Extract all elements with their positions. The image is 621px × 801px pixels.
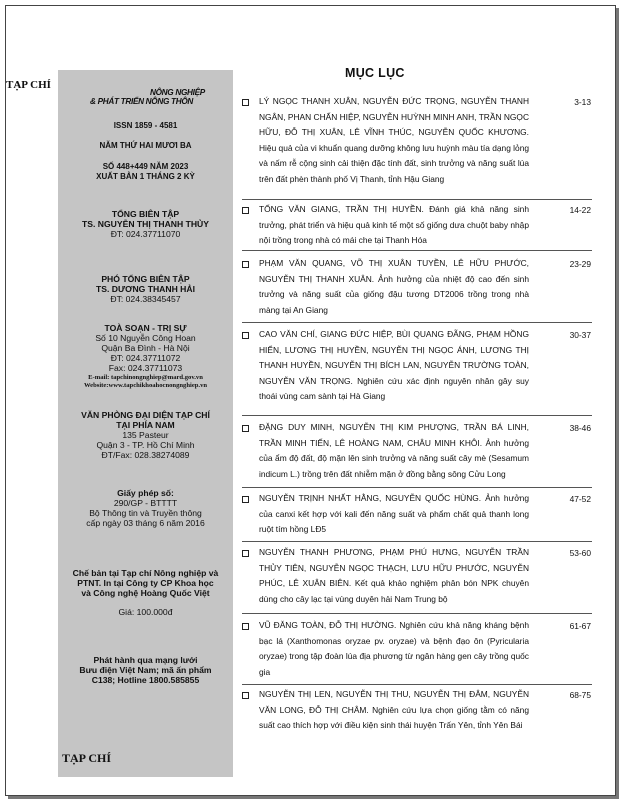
distribution-1: Phát hành qua mạng lưới — [93, 655, 198, 665]
editor-title: TỔNG BIÊN TẬP — [111, 209, 180, 219]
checkbox-icon — [242, 623, 249, 630]
toc-heading: MỤC LỤC — [345, 66, 405, 80]
office-phone: ĐT: 024.37711072 — [110, 353, 181, 363]
office-address-1: Số 10 Nguyễn Công Hoan — [95, 333, 196, 343]
year-label: NĂM THỨ HAI MƯƠI BA — [99, 141, 192, 150]
issn: ISSN 1859 - 4581 — [113, 121, 178, 130]
issue-number: SỐ 448+449 NĂM 2023 — [102, 162, 189, 171]
editor-phone: ĐT: 024.37711070 — [110, 229, 181, 239]
deputy-phone: ĐT: 024.38345457 — [110, 294, 181, 304]
toc-page-range: 23-29 — [569, 259, 591, 269]
checkbox-icon — [242, 425, 249, 432]
toc-page-range: 68-75 — [569, 690, 591, 700]
license-org: Bộ Thông tin và Truyền thông — [89, 508, 202, 518]
south-office-phone: ĐT/Fax: 028.38274089 — [101, 450, 190, 460]
checkbox-icon — [242, 692, 249, 699]
toc-page-range: 53-60 — [569, 548, 591, 558]
divider — [242, 487, 592, 488]
license-title: Giấy phép số: — [117, 488, 174, 498]
distribution-3: C138; Hotline 1800.585855 — [91, 675, 200, 685]
editor-name: TS. NGUYỄN THỊ THANH THỦY — [82, 219, 209, 229]
toc-entry-text: LÝ NGỌC THANH XUÂN, NGUYỄN ĐỨC TRỌNG, NGUYỄN THANH NGÂN, PHAN CHẤN HIỆP, NGUYỄN HUỲNH MINH ANH, TRẦN NGỌC HỮU, ĐỖ THỊ XUÂN, LÊ VĨNH THÚC, NGUYỄN QUỐC KHƯƠNG. Hiệu quả của vi khuẩn quang dưỡng không lưu huỳnh màu tía dạng lỏng và nấm rễ cộng sinh cải thiện đặc tính đất, sinh trưởng và năng suất lúa trên đất phèn thành phố Vị Thanh, tỉnh Hậu Giang — [259, 96, 530, 184]
license-number: 290/GP - BTTTT — [113, 498, 178, 508]
toc-page-range: 47-52 — [569, 494, 591, 504]
office-website: Website:www.tapchikhoahocnongnghiep.vn — [83, 382, 208, 389]
toc-page-range: 30-37 — [569, 330, 591, 340]
deputy-title: PHÓ TỔNG BIÊN TẬP — [101, 274, 190, 284]
office-title: TOÀ SOẠN - TRỊ SỰ — [104, 323, 187, 333]
office-fax: Fax: 024.37711073 — [108, 363, 183, 373]
deputy-name: TS. DƯƠNG THANH HẢI — [96, 284, 195, 294]
toc-page-range: 38-46 — [569, 423, 591, 433]
office-email: E-mail: tapchinongnghiep@mard.gov.vn — [88, 374, 203, 381]
divider — [242, 541, 592, 542]
south-office-title-1: VĂN PHÒNG ĐẠI DIỆN TẠP CHÍ — [81, 410, 210, 420]
checkbox-icon — [242, 550, 249, 557]
toc-entry-text: VŨ ĐĂNG TOÀN, ĐỖ THỊ HƯỜNG. Nghiên cứu khả năng kháng bệnh bạc lá (Xanthomonas oryzae pv. oryzae) và bệnh đạo ôn (Pyricularia oryzae) trong tập đoàn lúa địa phương từ ngân hàng gen cây trồng quốc gia — [259, 620, 529, 677]
toc-entry-text: NGUYỄN THỊ LEN, NGUYỄN THỊ THU, NGUYỄN THỊ ĐÂM, NGUYỄN VĂN LONG, ĐỖ THỊ CHÂM. Nghiên cứu lựa chọn giống tằm có năng suất cao thích hợp với điều kiện sinh thái huyện Trấn Yên, tỉnh Yên Bái — [259, 689, 529, 731]
checkbox-icon — [242, 207, 249, 214]
toc-page-range: 3-13 — [574, 97, 591, 107]
journal-label-bottom: TẠP CHÍ — [62, 751, 112, 765]
print-info-2: PTNT. In tại Công ty CP Khoa học — [77, 578, 214, 588]
south-office-address-2: Quận 3 - TP. Hồ Chí Minh — [96, 440, 195, 450]
divider — [242, 613, 592, 614]
toc-entry-text: ĐẶNG DUY MINH, NGUYỄN THỊ KIM PHƯỢNG, TRẦN BÁ LINH, TRẦN MINH TIẾN, LÊ HOÀNG NAM, CHÂU MINH KHÔI. Ảnh hưởng của ẩm độ đất, độ mặn lên sinh trưởng và năng suất cây mè (Sesamum indicum L.) trồng trên đất nhiễm mặn ở đồng bằng sông Cửu Long — [259, 422, 529, 479]
journal-logo-text — [90, 88, 205, 106]
divider — [242, 199, 592, 200]
edition: XUẤT BẢN 1 THÁNG 2 KỲ — [96, 172, 195, 181]
toc-entry-text: NGUYỄN THANH PHƯƠNG, PHẠM PHÚ HƯNG, NGUYỄN TRẦN THỦY TIÊN, NGUYỄN NGỌC THẠCH, LƯU HỮU PHƯỚC, NGUYỄN PHÚC, LÊ XUÂN BIÊN. Kết quả khảo nghiệm phân bón NPK chuyên dùng cho cây lạc tại vùng duyên hải Nam Trung bộ — [259, 547, 529, 604]
journal-name-line-1: NÔNG NGHIỆP — [150, 88, 205, 97]
print-info-1: Chế bản tại Tạp chí Nông nghiệp và — [72, 568, 219, 578]
journal-info-panel — [58, 70, 233, 777]
south-office-title-2: TẠI PHÍA NAM — [116, 420, 175, 430]
toc-entry-text: NGUYỄN TRỊNH NHẤT HẰNG, NGUYỄN QUỐC HÙNG. Ảnh hưởng của canxi kết hợp với kali đến năng suất và phẩm chất quả thanh long ruột tím hồng LĐ5 — [259, 493, 529, 535]
toc-entry-text: PHẠM VĂN QUANG, VÕ THỊ XUÂN TUYỀN, LÊ HỮU PHƯỚC, NGUYỄN THỊ THANH XUÂN. Ảnh hưởng của nhiệt độ cao đến sinh trưởng và năng suất của giống đậu tương DT2006 trồng trong nhà màng tại An Giang — [259, 258, 529, 315]
divider — [242, 322, 592, 323]
checkbox-icon — [242, 99, 249, 106]
license-date: cấp ngày 03 tháng 6 năm 2016 — [86, 518, 205, 528]
toc-page-range: 61-67 — [569, 621, 591, 631]
checkbox-icon — [242, 496, 249, 503]
divider — [242, 415, 592, 416]
toc-entry-text: TỐNG VĂN GIANG, TRẦN THỊ HUYỀN. Đánh giá khả năng sinh trưởng, phát triển và hiệu quả kinh tế một số giống dưa chuột baby nhập nội trồng trong nhà có mái che tại Thanh Hóa — [259, 204, 529, 246]
journal-name-line-2: & PHÁT TRIỂN NÔNG THÔN — [90, 97, 194, 106]
divider — [242, 684, 592, 685]
office-address-2: Quận Ba Đình - Hà Nội — [101, 343, 190, 353]
checkbox-icon — [242, 261, 249, 268]
distribution-2: Bưu điện Việt Nam; mã ấn phẩm — [79, 665, 212, 675]
price: Giá: 100.000đ — [118, 607, 173, 617]
south-office-address-1: 135 Pasteur — [122, 430, 169, 440]
toc-entry-text: CAO VĂN CHÍ, GIANG ĐỨC HIỆP, BÙI QUANG ĐÃNG, PHẠM HỒNG HIỂN, LƯƠNG THỊ HUYỀN, NGUYỄN THỊ NGỌC ÁNH, LƯƠNG THỊ THANH HUYỀN, NGUYỄN THỊ BÍCH LAN, NGUYỄN TRƯỜNG TOÀN, NGUYỄN VĂN TRỌNG. Nghiên cứu xác định nguyên nhân gây suy thoái vùng cam sành tại Hà Giang — [259, 329, 529, 402]
toc-page-range: 14-22 — [569, 205, 591, 215]
checkbox-icon — [242, 332, 249, 339]
print-info-3: và Công nghệ Hoàng Quốc Việt — [81, 588, 210, 598]
divider — [242, 250, 592, 251]
journal-label-top: TẠP CHÍ — [6, 79, 51, 91]
